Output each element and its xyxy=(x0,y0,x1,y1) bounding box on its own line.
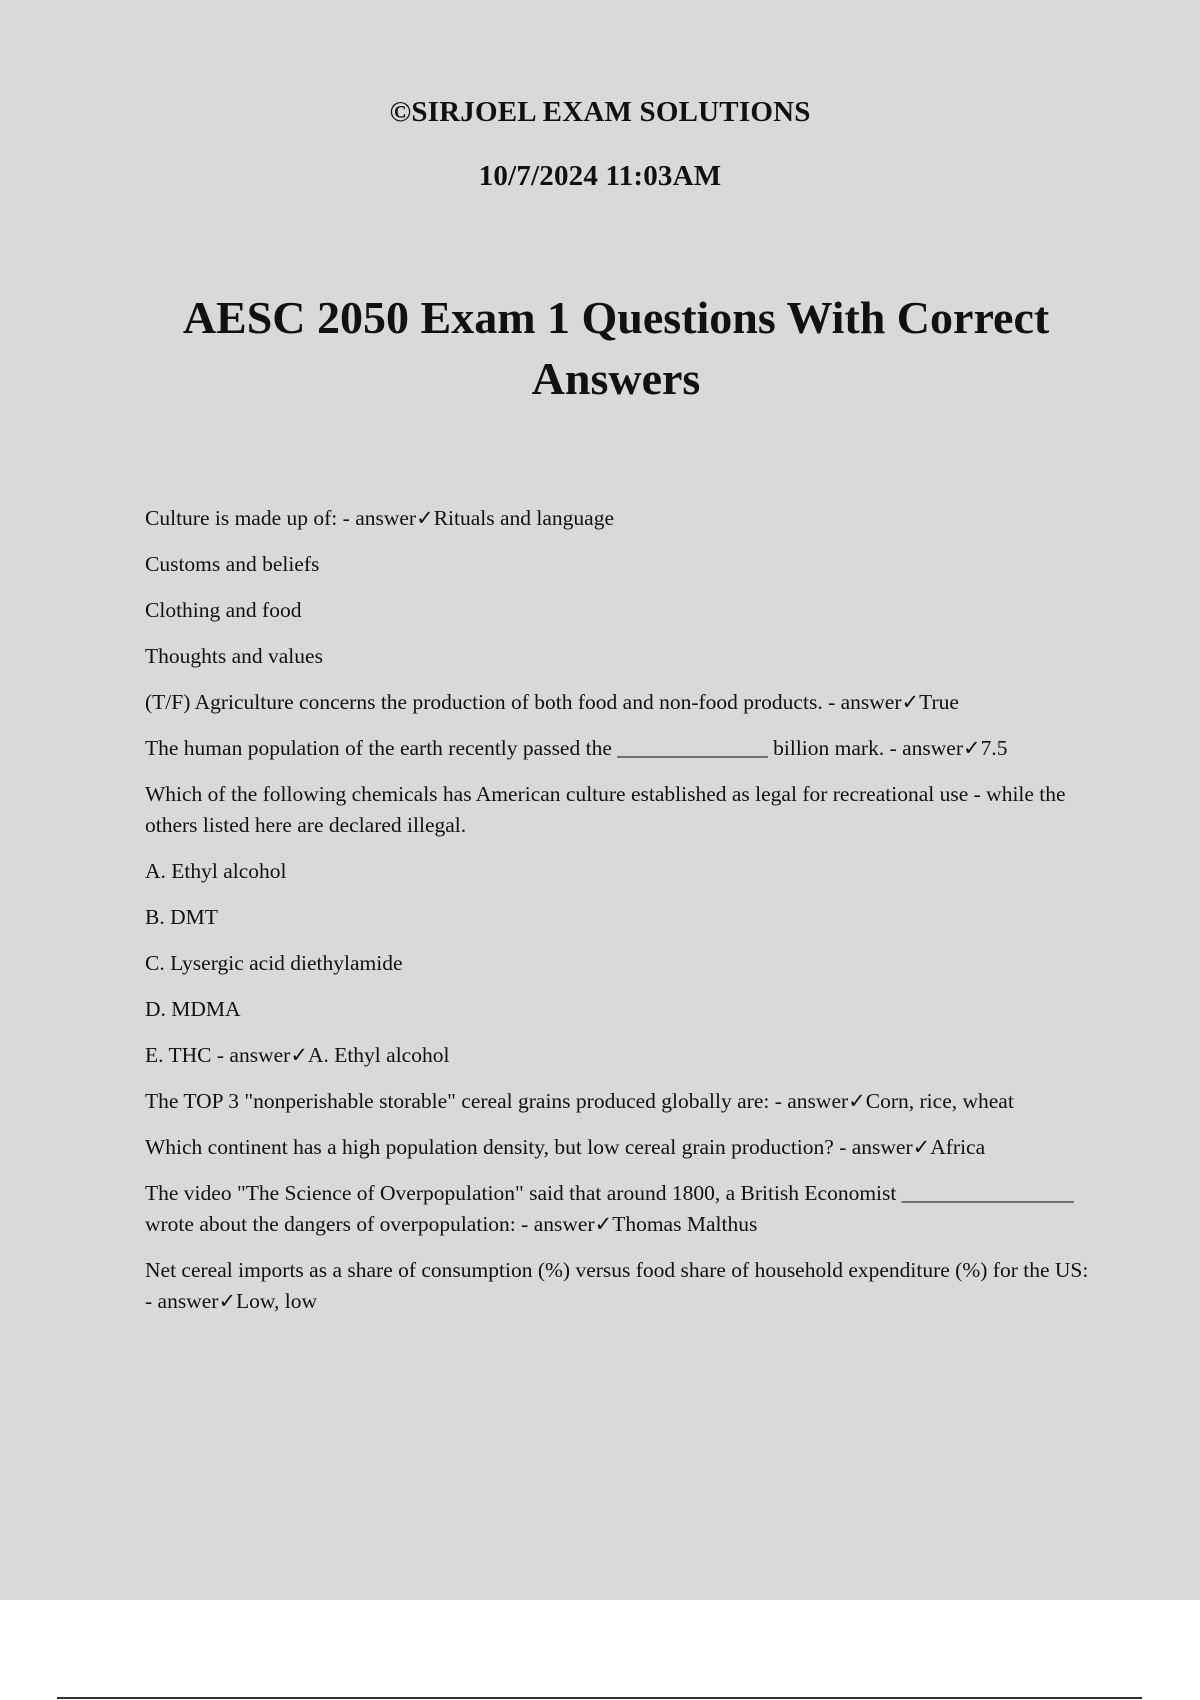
check-icon: ✓ xyxy=(594,1212,613,1236)
question-chemicals: Which of the following chemicals has American culture established as legal for recreational use - while the others listed here are declared illegal. xyxy=(145,782,1066,837)
page-title xyxy=(0,287,1200,409)
question-text: The human population of the earth recently passed the ______________ billion mark. xyxy=(145,736,890,760)
answer-text: Thomas Malthus xyxy=(612,1212,758,1236)
answer-text: True xyxy=(919,690,959,714)
question-text: E. THC xyxy=(145,1043,217,1067)
answer-line: Customs and beliefs xyxy=(145,552,320,576)
option-b: B. DMT xyxy=(145,905,218,929)
question-text: Culture is made up of: xyxy=(145,506,343,530)
answer-marker: - answer xyxy=(828,690,902,714)
answer-marker: - answer xyxy=(216,1043,291,1067)
check-icon: ✓ xyxy=(901,690,920,714)
answer-text: Rituals and language xyxy=(433,506,615,530)
title-line-1: AESC 2050 Exam 1 Questions With Correct xyxy=(182,292,1050,343)
question-continent xyxy=(145,1132,1095,1163)
option-e xyxy=(145,1040,1095,1071)
question-text: The TOP 3 "nonperishable storable" cereal grains produced globally are: xyxy=(145,1089,775,1113)
question-culture xyxy=(145,503,1095,534)
question-net-cereal-imports xyxy=(145,1255,1095,1317)
check-icon: ✓ xyxy=(963,736,981,760)
question-overpopulation-video xyxy=(145,1178,1095,1240)
question-text: The video "The Science of Overpopulation" said that around 1800, a British Economist ________________ wrote about the dangers of overpopulation: xyxy=(145,1181,1074,1236)
title-line-2: Answers xyxy=(531,353,701,404)
question-population xyxy=(145,733,1095,764)
answer-text: Africa xyxy=(930,1135,986,1159)
answer-line: Thoughts and values xyxy=(145,644,323,668)
check-icon: ✓ xyxy=(290,1043,308,1067)
question-text: Which continent has a high population density, but low cereal grain production? xyxy=(145,1135,840,1159)
timestamp-header: 10/7/2024 11:03AM xyxy=(478,160,722,192)
answer-marker: - answer xyxy=(889,736,964,760)
answer-line: Clothing and food xyxy=(145,598,302,622)
question-cereal-grains xyxy=(145,1086,1095,1117)
question-text: (T/F) Agriculture concerns the production of both food and non-food products. xyxy=(145,690,829,714)
answer-marker: - answer xyxy=(145,1289,219,1313)
footer-divider xyxy=(57,1697,1142,1699)
answer-text: Corn, rice, wheat xyxy=(865,1089,1014,1113)
answer-marker: - answer xyxy=(521,1212,595,1236)
option-d: D. MDMA xyxy=(145,997,241,1021)
answer-marker: - answer xyxy=(342,506,417,530)
question-list xyxy=(145,503,1095,1332)
check-icon: ✓ xyxy=(416,506,434,530)
brand-header: ©SIRJOEL EXAM SOLUTIONS xyxy=(389,96,811,128)
answer-text: Low, low xyxy=(236,1289,318,1313)
answer-text: 7.5 xyxy=(980,736,1008,760)
question-agriculture xyxy=(145,687,1095,718)
question-text: Net cereal imports as a share of consumption (%) versus food share of household expenditure (%) for the US: xyxy=(145,1258,1089,1282)
answer-text: A. Ethyl alcohol xyxy=(307,1043,450,1067)
check-icon: ✓ xyxy=(912,1135,931,1159)
answer-marker: - answer xyxy=(774,1089,849,1113)
check-icon: ✓ xyxy=(848,1089,866,1113)
option-c: C. Lysergic acid diethylamide xyxy=(145,951,403,975)
check-icon: ✓ xyxy=(218,1289,237,1313)
answer-marker: - answer xyxy=(839,1135,913,1159)
option-a: A. Ethyl alcohol xyxy=(145,859,287,883)
